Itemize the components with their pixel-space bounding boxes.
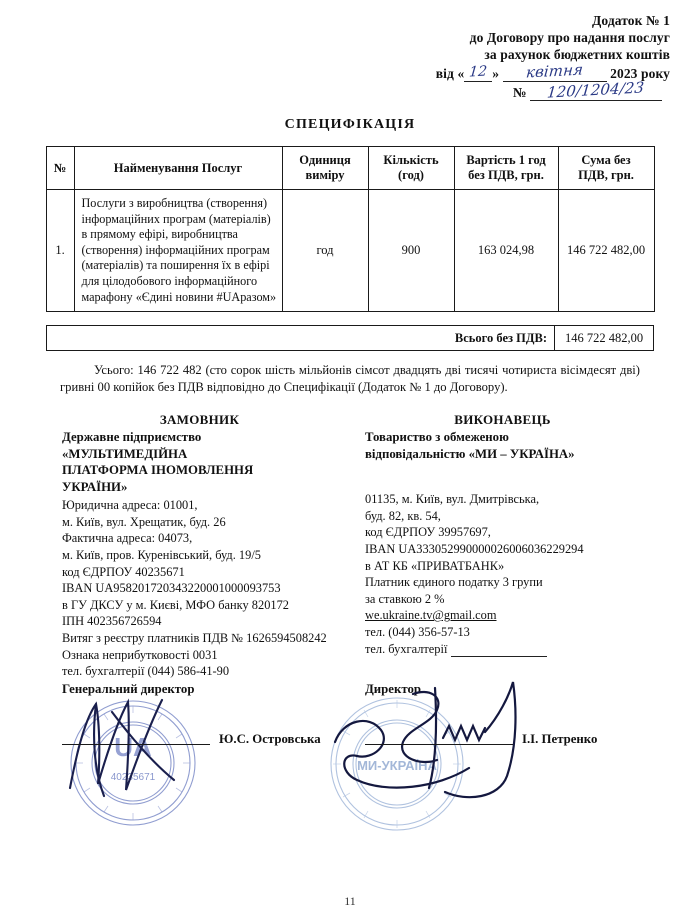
customer-vat-registry-extract: Витяг з реєстру платників ПДВ № 1626594508242 xyxy=(62,630,327,645)
column-header-unit-price xyxy=(454,147,558,190)
contract-reference-line-1: до Договору про надання послуг xyxy=(469,30,670,45)
number-label: № xyxy=(512,85,527,100)
appendix-label: Додаток № 1 xyxy=(591,13,670,28)
row-number: 1. xyxy=(46,190,74,312)
page-title: СПЕЦИФІКАЦІЯ xyxy=(284,117,416,132)
customer-round-stamp-icon xyxy=(58,688,208,838)
contractor-phone: тел. (044) 356-57-13 xyxy=(365,624,470,639)
column-header-quantity-line1: Кількість xyxy=(383,153,439,167)
contractor-bank: в АТ КБ «ПРИВАТБАНК» xyxy=(365,558,505,573)
customer-name-line-4: УКРАЇНИ» xyxy=(62,479,128,494)
customer-name-line-3: ПЛАТФОРМА ІНОМОВЛЕННЯ xyxy=(62,463,254,478)
customer-ipn: ІПН 402356726594 xyxy=(62,614,162,629)
customer-edrpou-code: код ЄДРПОУ 40235671 xyxy=(62,564,185,579)
signature-block-contractor xyxy=(357,681,640,773)
customer-iban: IBAN UA958201720343220001000093753 xyxy=(62,581,281,596)
customer-legal-address-city: м. Київ, вул. Хрещатик, буд. 26 xyxy=(62,514,226,529)
contract-date-line xyxy=(30,60,670,82)
customer-signature-line xyxy=(62,743,210,745)
column-header-quantity-line2: (год) xyxy=(398,168,424,182)
contractor-accounting-phone-blank[interactable] xyxy=(451,645,547,657)
party-contractor xyxy=(365,412,640,680)
svg-text:UA: UA xyxy=(114,731,152,762)
contractor-address-line-1: 01135, м. Київ, вул. Дмитрівська, xyxy=(365,492,540,507)
customer-signature-row xyxy=(62,733,337,745)
contractor-signature-line xyxy=(365,743,513,745)
party-customer xyxy=(62,412,337,680)
column-header-no-line1: № xyxy=(53,160,67,175)
contractor-accounting-phone-field xyxy=(365,641,640,658)
column-header-total-sum-line2: ПДВ, грн. xyxy=(578,168,634,182)
contractor-signatory-name: І.І. Петренко xyxy=(522,731,598,746)
row-service-name: Послуги з виробництва (створення) інформаційних програм (матеріалів) в прямому ефірі, виробництва (створення) інформаційних програм (матеріалів) та поширення їх в ефірі для цілодобового інформаційного марафону «Єдині новини #UAразом» xyxy=(74,190,282,312)
column-header-service-name xyxy=(74,147,282,190)
handwritten-day: 12 xyxy=(468,63,489,81)
contractor-email[interactable] xyxy=(365,607,640,624)
contractor-address-line-2: буд. 82, кв. 54, xyxy=(365,508,441,523)
customer-actual-address-city: м. Київ, пров. Куренівський, буд. 19/5 xyxy=(62,547,261,562)
column-header-unit-price-line1: Вартість 1 год xyxy=(466,153,546,167)
row-quantity: 900 xyxy=(368,190,454,312)
column-header-total-sum xyxy=(558,147,654,190)
customer-accounting-phone: тел. бухгалтерії (044) 586-41-90 xyxy=(62,664,230,679)
parties-section xyxy=(62,412,640,680)
column-header-quantity xyxy=(368,147,454,190)
row-total-sum: 146 722 482,00 xyxy=(558,190,654,312)
contractor-signature-title: Директор xyxy=(365,681,421,696)
customer-details xyxy=(62,497,337,680)
table-row xyxy=(46,190,654,312)
column-header-total-sum-line1: Сума без xyxy=(581,153,631,167)
amount-in-words-paragraph: Усього: 146 722 482 (сто сорок шість мільйонів сімсот двадцять дві тисячі чотириста вісімдесят дві) гривні 00 копійок без ПДВ відповідно до Специфікації (Додаток № 1 до Договору). xyxy=(60,363,640,395)
row-unit: год xyxy=(282,190,368,312)
totals-label: Всього без ПДВ: xyxy=(47,326,555,351)
column-header-no xyxy=(46,147,74,190)
contractor-spacer xyxy=(365,462,640,489)
customer-actual-address: Фактична адреса: 04073, xyxy=(62,531,193,546)
column-header-unit-price-line2: без ПДВ, грн. xyxy=(468,168,544,182)
signatures-section xyxy=(62,681,640,783)
customer-signatory-name: Ю.С. Островська xyxy=(219,731,321,746)
handwritten-contract-number: 120/1204/23 xyxy=(546,78,646,102)
customer-nonprofit-code: Ознака неприбутковості 0031 xyxy=(62,647,218,662)
contractor-name xyxy=(365,429,640,462)
date-quote-close: » xyxy=(492,66,500,81)
contractor-name-line-1: Товариство з обмеженою xyxy=(365,430,509,445)
signature-block-customer xyxy=(62,681,337,783)
customer-legal-address: Юридична адреса: 01001, xyxy=(62,498,198,513)
date-year: 2023 року xyxy=(610,66,670,81)
customer-name xyxy=(62,429,337,495)
totals-value: 146 722 482,00 xyxy=(555,326,654,351)
contractor-edrpou-code: код ЄДРПОУ 39957697, xyxy=(365,525,491,540)
totals-table xyxy=(46,325,654,351)
contractor-tax-group: Платник єдиного податку 3 групи xyxy=(365,575,543,590)
handwritten-month: квітня xyxy=(525,60,585,82)
contractor-iban: IBAN UA333052990000026006036229294 xyxy=(365,541,584,556)
date-prefix: від « xyxy=(435,66,465,81)
table-header-row xyxy=(46,147,654,190)
totals-row xyxy=(47,326,654,351)
contractor-round-stamp-icon xyxy=(317,684,477,844)
row-unit-price: 163 024,98 xyxy=(454,190,558,312)
customer-name-line-2: «МУЛЬТИМЕДІЙНА xyxy=(62,446,188,461)
contractor-accounting-phone-label: тел. бухгалтерії xyxy=(365,641,448,656)
contractor-email-link[interactable]: we.ukraine.tv@gmail.com xyxy=(365,608,497,623)
contractor-role-label: ВИКОНАВЕЦЬ xyxy=(454,412,551,428)
customer-bank: в ГУ ДКСУ у м. Києві, МФО банку 820172 xyxy=(62,597,289,612)
page-number: 11 xyxy=(344,894,356,908)
document-header xyxy=(30,12,670,101)
column-header-service-name-line1: Найменування Послуг xyxy=(113,160,243,175)
contractor-tax-rate: за ставкою 2 % xyxy=(365,591,445,606)
specification-table xyxy=(46,146,655,312)
customer-name-line-1: Державне підприємство xyxy=(62,430,202,445)
contractor-details xyxy=(365,491,640,657)
customer-role-label: ЗАМОВНИК xyxy=(159,412,240,428)
contract-reference-line-2: за рахунок бюджетних коштів xyxy=(484,47,670,62)
contractor-signature-row xyxy=(365,733,640,745)
customer-signature-title: Генеральний директор xyxy=(62,681,195,696)
column-header-unit-line2: виміру xyxy=(305,168,345,182)
column-header-unit-line1: Одиниця xyxy=(299,153,351,167)
contractor-stamp-text: МИ-УКРАЇНА xyxy=(357,757,437,773)
contractor-name-line-2: відповідальністю «МИ – УКРАЇНА» xyxy=(365,446,575,461)
contract-number-line xyxy=(30,78,670,102)
column-header-unit xyxy=(282,147,368,190)
customer-stamp-code: 40235671 xyxy=(110,771,156,783)
